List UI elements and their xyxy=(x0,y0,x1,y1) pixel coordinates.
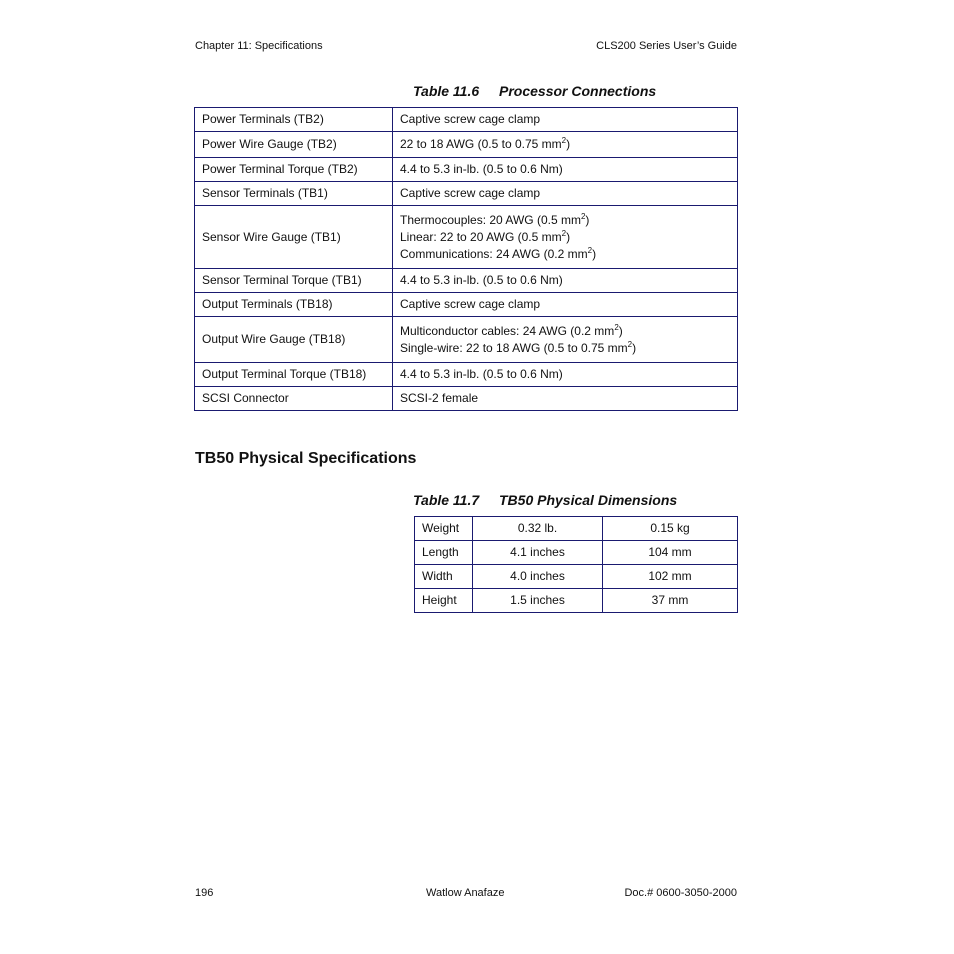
metric-value: 102 mm xyxy=(603,565,738,589)
dimension-label: Weight xyxy=(415,517,473,541)
spec-value-text: Linear: 22 to 20 AWG (0.5 mm xyxy=(400,229,562,244)
table-row xyxy=(195,317,738,363)
running-header-title: CLS200 Series User’s Guide xyxy=(596,40,737,52)
spec-value-line xyxy=(400,340,737,357)
table2-caption xyxy=(413,492,677,508)
spec-value-line xyxy=(400,136,737,153)
table-row xyxy=(195,363,738,387)
spec-value xyxy=(393,363,738,387)
table1-title: Processor Connections xyxy=(499,83,657,99)
table2-title: TB50 Physical Dimensions xyxy=(499,492,678,508)
unit-superscript: 2 xyxy=(561,136,567,145)
imperial-value: 4.0 inches xyxy=(473,565,603,589)
metric-value: 104 mm xyxy=(603,541,738,565)
table-row xyxy=(415,565,738,589)
spec-value-line xyxy=(400,366,737,383)
spec-label: Output Wire Gauge (TB18) xyxy=(195,317,393,363)
table-row xyxy=(415,589,738,613)
imperial-value: 0.32 lb. xyxy=(473,517,603,541)
spec-label: Output Terminal Torque (TB18) xyxy=(195,363,393,387)
spec-label: Power Terminal Torque (TB2) xyxy=(195,158,393,182)
metric-value: 0.15 kg xyxy=(603,517,738,541)
table1-body xyxy=(195,108,738,411)
spec-value-text: Captive screw cage clamp xyxy=(400,186,541,200)
table1-number: Table 11.6 xyxy=(413,83,480,99)
spec-value xyxy=(393,206,738,269)
spec-value xyxy=(393,317,738,363)
processor-connections-table xyxy=(194,107,738,411)
spec-value-text: SCSI-2 female xyxy=(400,391,479,405)
spec-value xyxy=(393,182,738,206)
dimension-label: Height xyxy=(415,589,473,613)
spec-value-line xyxy=(400,111,737,128)
spec-value-line xyxy=(400,272,737,289)
spec-value-suffix: ) xyxy=(632,340,637,355)
tb50-dimensions-table xyxy=(414,516,738,613)
page-number: 196 xyxy=(195,887,214,899)
spec-value-text: Captive screw cage clamp xyxy=(400,297,541,311)
spec-value-suffix: ) xyxy=(566,229,571,244)
spec-value-line xyxy=(400,161,737,178)
spec-label: Power Wire Gauge (TB2) xyxy=(195,132,393,158)
spec-value-line xyxy=(400,296,737,313)
dimension-label: Width xyxy=(415,565,473,589)
table-row xyxy=(195,108,738,132)
unit-superscript: 2 xyxy=(614,322,619,332)
spec-value-text: Captive screw cage clamp xyxy=(400,112,541,126)
spec-value-text: Multiconductor cables: 24 AWG (0.2 mm xyxy=(400,323,615,338)
table2-number: Table 11.7 xyxy=(413,492,480,508)
spec-value-suffix: ) xyxy=(618,323,623,338)
spec-value-text: Single-wire: 22 to 18 AWG (0.5 to 0.75 mm xyxy=(400,340,628,355)
spec-label: SCSI Connector xyxy=(195,387,393,411)
spec-value-suffix: ) xyxy=(592,246,597,261)
spec-value xyxy=(393,293,738,317)
footer-publisher: Watlow Anafaze xyxy=(426,887,505,899)
spec-value-line xyxy=(400,390,737,407)
dimension-label: Length xyxy=(415,541,473,565)
table1-caption xyxy=(413,83,656,99)
table-row xyxy=(195,158,738,182)
spec-value xyxy=(393,108,738,132)
spec-value-line xyxy=(400,246,737,263)
unit-superscript: 2 xyxy=(561,228,567,238)
spec-value-text: Thermocouples: 20 AWG (0.5 mm xyxy=(400,212,581,227)
table-row xyxy=(195,387,738,411)
spec-value-line xyxy=(400,185,737,202)
unit-superscript: 2 xyxy=(587,245,593,255)
spec-value-line xyxy=(400,212,737,229)
imperial-value: 4.1 inches xyxy=(473,541,603,565)
section-heading: TB50 Physical Specifications xyxy=(195,450,417,467)
spec-value xyxy=(393,158,738,182)
running-header-chapter: Chapter 11: Specifications xyxy=(195,40,323,52)
spec-value-text: 4.4 to 5.3 in-lb. (0.5 to 0.6 Nm) xyxy=(400,273,563,287)
table-row xyxy=(415,541,738,565)
footer-doc-number: Doc.# 0600-3050-2000 xyxy=(624,887,737,899)
spec-value-text: Communications: 24 AWG (0.2 mm xyxy=(400,246,588,261)
spec-label: Sensor Terminal Torque (TB1) xyxy=(195,269,393,293)
table-row xyxy=(415,517,738,541)
spec-value-text: 22 to 18 AWG (0.5 to 0.75 mm xyxy=(400,137,562,151)
table-row xyxy=(195,293,738,317)
table-row xyxy=(195,269,738,293)
metric-value: 37 mm xyxy=(603,589,738,613)
unit-superscript: 2 xyxy=(627,339,633,349)
spec-value xyxy=(393,387,738,411)
spec-label: Output Terminals (TB18) xyxy=(195,293,393,317)
spec-value-suffix: ) xyxy=(566,137,571,151)
spec-value xyxy=(393,269,738,293)
spec-value-text: 4.4 to 5.3 in-lb. (0.5 to 0.6 Nm) xyxy=(400,367,563,381)
table-row xyxy=(195,132,738,158)
table-row xyxy=(195,206,738,269)
spec-value-line xyxy=(400,229,737,246)
table2-body xyxy=(415,517,738,613)
spec-value-line xyxy=(400,323,737,340)
unit-superscript: 2 xyxy=(580,211,586,221)
imperial-value: 1.5 inches xyxy=(473,589,603,613)
table-row xyxy=(195,182,738,206)
spec-label: Power Terminals (TB2) xyxy=(195,108,393,132)
spec-label: Sensor Wire Gauge (TB1) xyxy=(195,206,393,269)
spec-label: Sensor Terminals (TB1) xyxy=(195,182,393,206)
spec-value-suffix: ) xyxy=(585,212,590,227)
spec-value-text: 4.4 to 5.3 in-lb. (0.5 to 0.6 Nm) xyxy=(400,162,563,176)
spec-value xyxy=(393,132,738,158)
